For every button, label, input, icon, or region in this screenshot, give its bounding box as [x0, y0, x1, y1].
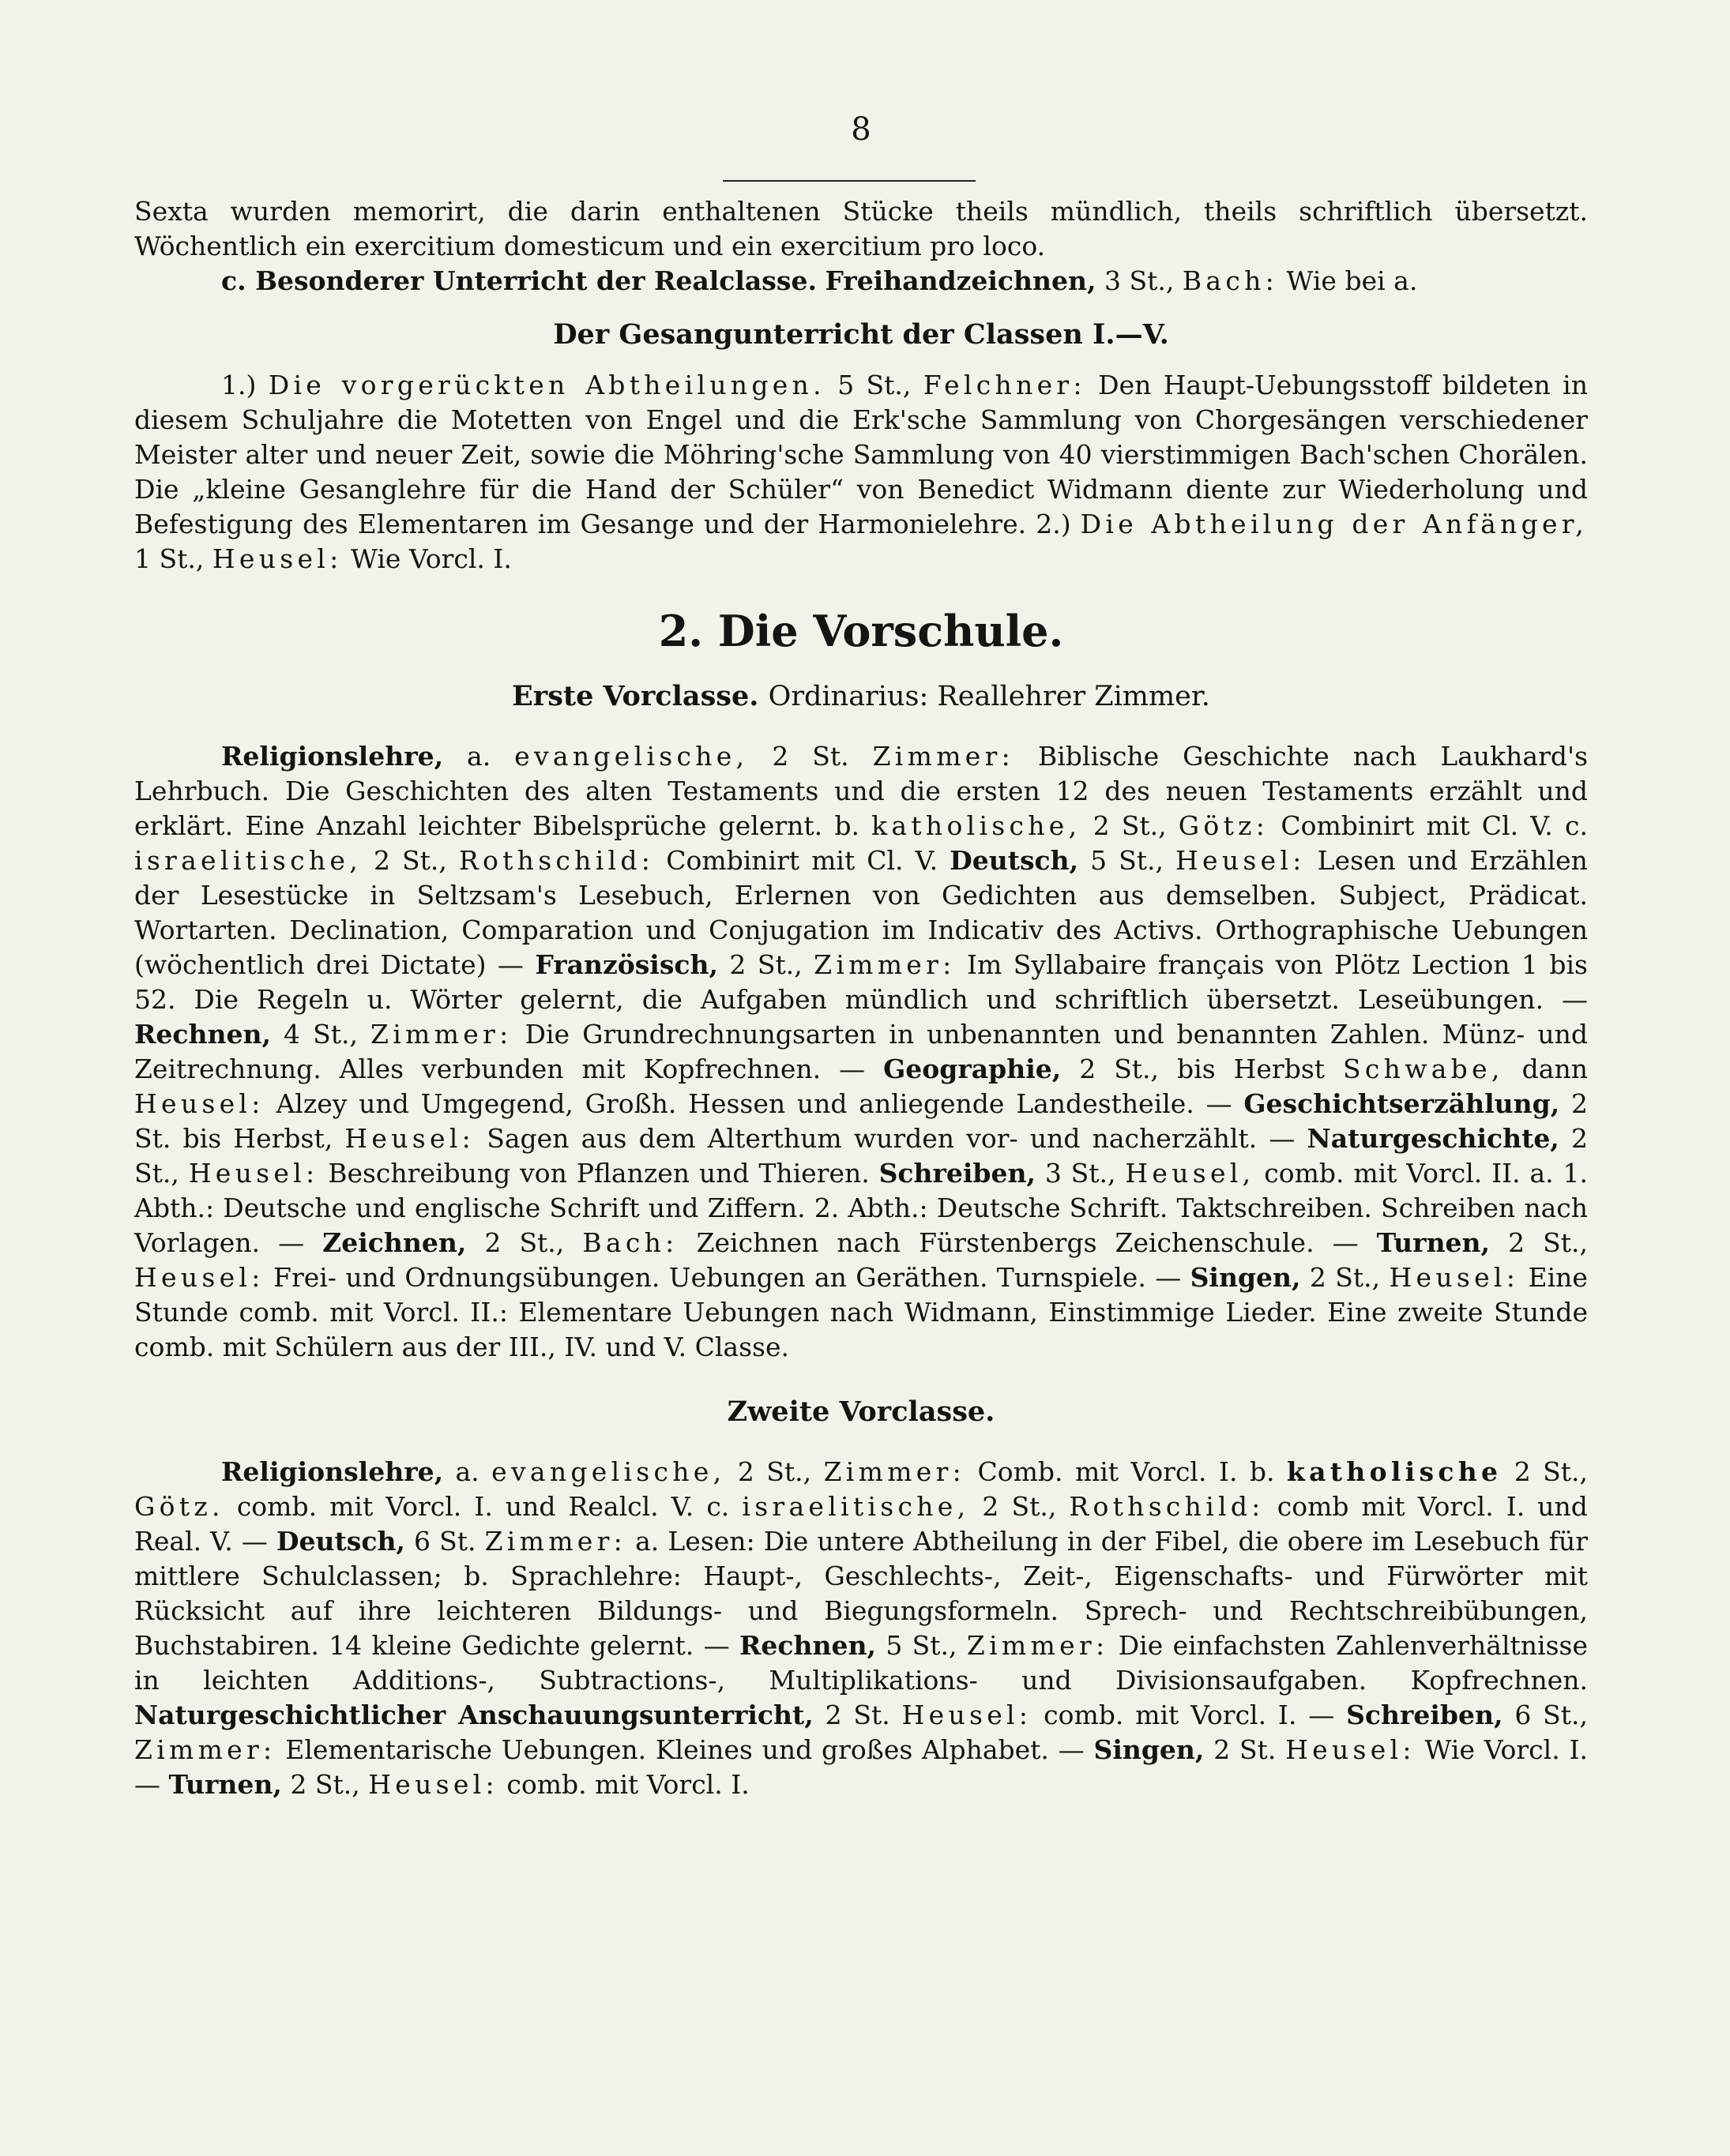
erste-rechnen-teacher: Zimmer:	[370, 1019, 513, 1050]
erste-isr-teacher: Rothschild:	[458, 845, 655, 876]
erste-singen-text: Eine Stunde comb. mit Vorcl. II.: Elementare Uebungen nach Widmann, Einstimmige Lieder. Eine zweite Stunde comb. mit Schülern aus der III., IV. und V. Classe.	[134, 1262, 1588, 1362]
erste-franz-teacher: Zimmer:	[814, 949, 956, 980]
erste-zeichnen-label: Zeichnen,	[322, 1227, 467, 1258]
gesang-p1-prefix: 1.)	[221, 370, 257, 400]
zweite-natur-label: Naturgeschichtlicher Anschauungsunterricht,	[134, 1700, 814, 1730]
zweite-ev-hours: 2 St.,	[737, 1456, 812, 1487]
erste-isr-prefix: c.	[1565, 810, 1588, 841]
erste-natur-hours: 2 St.,	[134, 1123, 1588, 1189]
zweite-turnen-label: Turnen,	[168, 1769, 282, 1800]
erste-deutsch-teacher: Heusel:	[1175, 845, 1306, 876]
gesang-p1-hours: 5 St.,	[837, 370, 912, 400]
erste-singen-teacher: Heusel:	[1389, 1262, 1520, 1293]
zweite-ev-teacher: Zimmer:	[823, 1456, 966, 1487]
zweite-isr-word: israelitische,	[742, 1491, 970, 1522]
zweite-natur-hours: 2 St.	[825, 1700, 890, 1730]
erste-franz-hours: 2 St.,	[729, 949, 803, 980]
erste-schreiben-label: Schreiben,	[878, 1158, 1036, 1189]
erste-vorclasse-heading	[134, 679, 1588, 714]
zweite-schreiben-teacher: Zimmer:	[134, 1734, 276, 1765]
zweite-ev-prefix: a.	[455, 1456, 480, 1487]
erste-natur-text: Beschreibung von Pflanzen und Thieren.	[328, 1158, 870, 1189]
zweite-turnen-teacher: Heusel:	[368, 1769, 498, 1800]
zweite-rechnen-label: Rechnen,	[739, 1630, 876, 1661]
zweite-kath-prefix: b.	[1249, 1456, 1275, 1487]
erste-schreiben-text: comb. mit Vorcl. II. a. 1. Abth.: Deutsche und englische Schrift und Ziffern. 2. Abth.: Deutsche Schrift. Taktschreiben. Schreiben nach Vorlagen. —	[134, 1158, 1588, 1258]
erste-turnen-hours: 2 St.,	[1508, 1227, 1588, 1258]
erste-rechnen-text: Die Grundrechnungsarten in unbenannten und benannten Zahlen. Münz- und Zeitrechnung. Alles verbunden mit Kopfrechnen. —	[134, 1019, 1588, 1084]
erste-deutsch-text: Lesen und Erzählen der Lesestücke in Seltzsam's Lesebuch, Erlernen von Gedichten aus demselben. Subject, Prädicat. Wortarten. Declination, Comparation und Conjugation im Indicativ des Activs. Orthographische Uebungen (wöchentlich drei Dictate) —	[134, 845, 1588, 980]
erste-turnen-text: Frei- und Ordnungsübungen. Uebungen an Geräthen. Turnspiele. —	[273, 1262, 1182, 1293]
zweite-deutsch-hours: 6 St.	[414, 1526, 476, 1557]
erste-turnen-label: Turnen,	[1376, 1227, 1491, 1258]
erste-ev-prefix: a.	[467, 741, 491, 772]
erste-kath-prefix: b.	[834, 810, 859, 841]
zweite-turnen-text: comb. mit Vorcl. I.	[506, 1769, 750, 1800]
erste-ev-teacher: Zimmer:	[872, 741, 1015, 772]
erste-kath-hours: 2 St.,	[1093, 810, 1167, 841]
zweite-isr-teacher: Rothschild:	[1069, 1491, 1265, 1522]
erste-franz-text: Im Syllabaire français von Plötz Lection 1 bis 52. Die Regeln u. Wörter gelernt, die Aufgaben mündlich und schriftlich übersetzt. Leseübungen. —	[134, 949, 1588, 1015]
gesang-heading: Der Gesangunterricht der Classen I.—V.	[553, 318, 1169, 351]
erste-geo-teacher-2: Heusel:	[134, 1088, 265, 1119]
zweite-vorclasse-paragraph	[134, 1455, 1588, 1802]
erste-zeichnen-teacher: Bach:	[582, 1227, 679, 1258]
zweite-religion-label: Religionslehre,	[221, 1456, 444, 1487]
zweite-natur-text: comb. mit Vorcl. I. —	[1044, 1700, 1335, 1730]
erste-kath-teacher: Götz:	[1178, 810, 1269, 841]
gesang-p1-teacher: Felchner:	[923, 370, 1086, 400]
zweite-deutsch-label: Deutsch,	[276, 1526, 405, 1557]
zweite-rechnen-text: Die einfachsten Zahlenverhältnisse in leichten Additions-, Subtractions-, Multiplikations- und Divisionsaufgaben. Kopfrechnen.	[134, 1630, 1588, 1696]
gesang-p2-group: Die Abtheilung der Anfänger,	[1080, 509, 1588, 539]
zweite-rechnen-teacher: Zimmer:	[966, 1630, 1109, 1661]
erste-gesch-hours: 2 St. bis Herbst,	[134, 1088, 1589, 1154]
zweite-schreiben-label: Schreiben,	[1346, 1700, 1503, 1730]
freihandzeichnen-hours: 3 St.,	[1104, 265, 1175, 296]
erste-isr-word: israelitische,	[134, 845, 363, 876]
zweite-kath-word: katholische	[1286, 1456, 1502, 1487]
zweite-isr-prefix: c.	[706, 1491, 730, 1522]
erste-zeichnen-hours: 2 St.,	[484, 1227, 565, 1258]
erste-schreiben-teacher: Heusel,	[1125, 1158, 1255, 1189]
freihandzeichnen-label: Freihandzeichnen,	[825, 265, 1096, 296]
erste-geo-mid: dann	[1521, 1054, 1588, 1084]
gesang-p2-prefix: 2.)	[1036, 509, 1071, 539]
erste-isr-text: Combinirt mit Cl. V.	[666, 845, 938, 876]
erste-rechnen-label: Rechnen,	[134, 1019, 271, 1050]
zweite-singen-teacher: Heusel:	[1285, 1734, 1416, 1765]
intro-paragraph	[134, 194, 1588, 264]
zweite-ev-word: evangelische,	[491, 1456, 726, 1487]
erste-vorclasse-title: Erste Vorclasse.	[512, 680, 759, 712]
erste-kath-word: katholische,	[871, 810, 1081, 841]
gesang-p1-text: Den Haupt-Uebungsstoff bildeten in diesem Schuljahre die Motetten von Engel und die Erk'sche Sammlung von Chorgesängen verschiedener Meister alter und neuer Zeit, sowie die Möhring'sche Sammlung von 40 vierstimmigen Bach'schen Chorälen. Die „kleine Gesanglehre für die Hand der Schüler“ von Benedict Widmann diente zur Wiederholung und Befestigung des Elementaren im Gesange und der Harmonielehre.	[134, 370, 1588, 539]
erste-rechnen-hours: 4 St.,	[284, 1019, 358, 1050]
intro-text: Sexta wurden memorirt, die darin enthaltenen Stücke theils mündlich, theils schriftlich übersetzt. Wöchentlich ein exercitium domesticum und ein exercitium pro loco.	[134, 196, 1588, 261]
erste-singen-label: Singen,	[1190, 1262, 1301, 1293]
realclasse-label: c. Besonderer Unterricht der Realclasse.	[221, 265, 817, 296]
zweite-natur-teacher: Heusel:	[901, 1700, 1032, 1730]
freihandzeichnen-text: Wie bei a.	[1286, 265, 1418, 296]
document-page	[134, 0, 1588, 2156]
vorschule-heading: 2. Die Vorschule.	[658, 606, 1064, 656]
freihandzeichnen-teacher: Bach:	[1182, 265, 1279, 296]
zweite-singen-hours: 2 St.	[1213, 1734, 1277, 1765]
zweite-deutsch-teacher: Zimmer:	[484, 1526, 627, 1557]
erste-ev-hours: 2 St.	[772, 741, 849, 772]
erste-singen-hours: 2 St.,	[1309, 1262, 1381, 1293]
erste-natur-label: Naturgeschichte,	[1307, 1123, 1559, 1154]
realclasse-paragraph	[134, 264, 1588, 299]
header-rule	[723, 180, 976, 182]
gesang-p1-group: Die vorgerückten Abtheilungen.	[268, 370, 826, 400]
erste-geo-text: Alzey und Umgegend, Großh. Hessen und anliegende Landestheile. —	[276, 1088, 1232, 1119]
zweite-singen-text: Wie Vorcl. I. —	[134, 1734, 1589, 1800]
erste-ev-text: Biblische Geschichte nach Laukhard's Lehrbuch. Die Geschichten des alten Testaments und die ersten 12 des neuen Testaments erzählt und erklärt. Eine Anzahl leichter Bibelsprüche gelernt.	[134, 741, 1589, 841]
zweite-singen-label: Singen,	[1093, 1734, 1205, 1765]
erste-geo-label: Geographie,	[883, 1054, 1062, 1084]
zweite-schreiben-text: Elementarische Uebungen. Kleines und großes Alphabet. —	[285, 1734, 1085, 1765]
erste-schreiben-hours: 3 St.,	[1044, 1158, 1116, 1189]
zweite-isr-text: comb mit Vorcl. I. und Real. V. —	[134, 1491, 1588, 1557]
erste-zeichnen-text: Zeichnen nach Fürstenbergs Zeichenschule. —	[696, 1227, 1359, 1258]
erste-vorclasse-ordinarius: Ordinarius: Reallehrer Zimmer.	[768, 681, 1210, 712]
zweite-schreiben-hours: 6 St.,	[1514, 1700, 1588, 1730]
erste-ev-word: evangelische,	[514, 741, 749, 772]
erste-gesch-text: Sagen aus dem Alterthum wurden vor- und nacherzählt. —	[487, 1123, 1296, 1154]
gesang-p2-text: Wie Vorcl. I.	[351, 543, 512, 574]
erste-gesch-teacher: Heusel:	[344, 1123, 476, 1154]
erste-deutsch-label: Deutsch,	[950, 845, 1079, 876]
gesang-paragraph-1	[134, 368, 1588, 577]
zweite-kath-text: comb. mit Vorcl. I. und Realcl. V.	[236, 1491, 694, 1522]
zweite-deutsch-text: a. Lesen: Die untere Abtheilung in der Fibel, die obere im Lesebuch für mittlere Schulclassen; b. Sprachlehre: Haupt-, Geschlechts-, Zeit-, Eigenschafts- und Fürwörter mit Rücksicht auf ihre leichteren Bildungs- und Biegungsformeln. Sprech- und Rechtschreibübungen, Buchstabiren. 14 kleine Gedichte gelernt. —	[134, 1526, 1589, 1661]
erste-natur-teacher: Heusel:	[188, 1158, 319, 1189]
erste-vorclasse-paragraph	[134, 739, 1588, 1365]
zweite-kath-teacher: Götz.	[134, 1491, 224, 1522]
erste-religion-label: Religionslehre,	[221, 741, 444, 772]
zweite-rechnen-hours: 5 St.,	[886, 1630, 957, 1661]
erste-geo-hours: 2 St., bis Herbst	[1079, 1054, 1326, 1084]
erste-gesch-label: Geschichtserzählung,	[1243, 1088, 1560, 1119]
page-number: 8	[851, 111, 871, 148]
gesang-p2-teacher: Heusel:	[212, 543, 343, 574]
page-body	[134, 194, 1588, 1802]
zweite-vorclasse-heading: Zweite Vorclasse.	[727, 1395, 995, 1428]
erste-isr-hours: 2 St.,	[374, 845, 447, 876]
erste-deutsch-hours: 5 St.,	[1090, 845, 1164, 876]
gesang-p2-hours: 1 St.,	[134, 543, 205, 574]
zweite-isr-hours: 2 St.,	[982, 1491, 1057, 1522]
erste-kath-text: Combinirt mit Cl. V.	[1281, 810, 1553, 841]
erste-geo-teacher-1: Schwabe,	[1343, 1054, 1504, 1084]
erste-turnen-teacher: Heusel:	[134, 1262, 265, 1293]
erste-franz-label: Französisch,	[535, 949, 718, 980]
zweite-kath-hours: 2 St.,	[1514, 1456, 1589, 1487]
zweite-turnen-hours: 2 St.,	[290, 1769, 360, 1800]
zweite-ev-text: Comb. mit Vorcl. I.	[977, 1456, 1238, 1487]
